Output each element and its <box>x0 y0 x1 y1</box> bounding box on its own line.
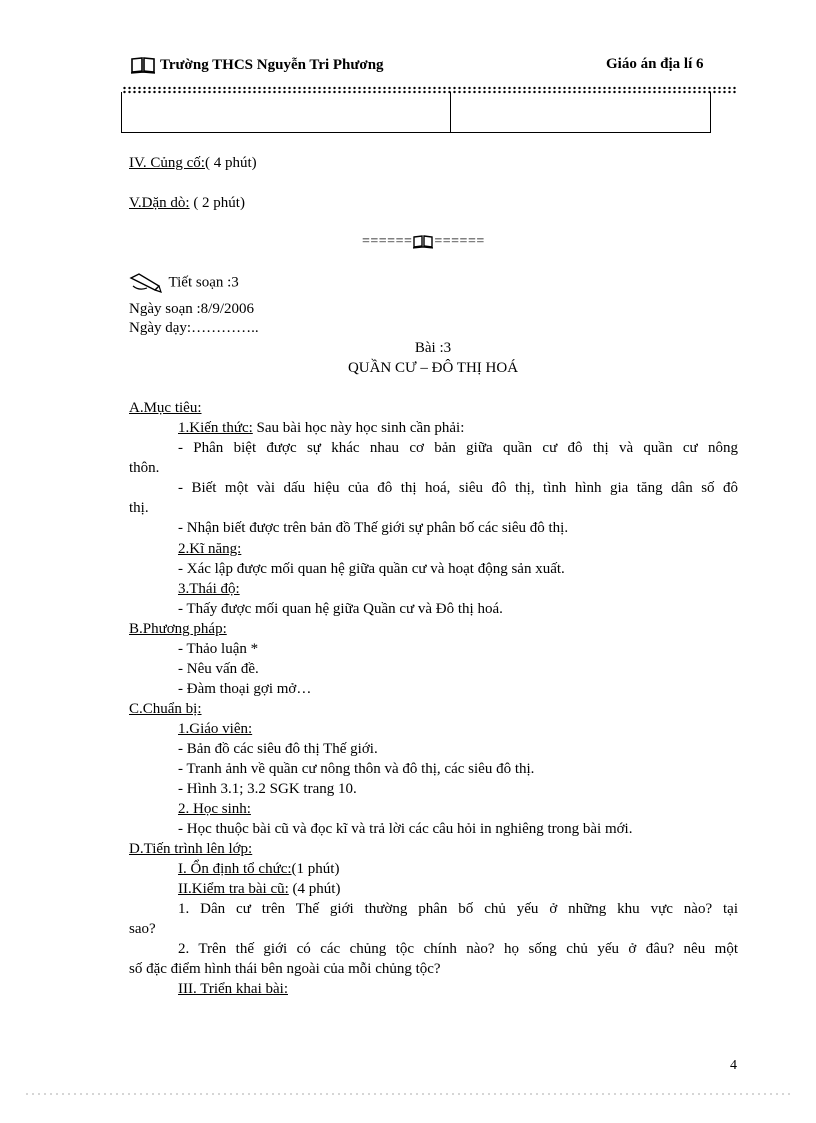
knowledge-item-2: - Biết một vài dấu hiệu của đô thị hoá, siêu đô thị, tình hình gia tăng dân số đô <box>178 480 738 496</box>
subject-title: Giáo án địa lí 6 <box>606 56 704 72</box>
section-a-heading: A.Mục tiêu: <box>129 400 202 416</box>
attitude-label: 3.Thái độ: <box>178 581 240 597</box>
open-book-icon <box>130 56 156 74</box>
separator-right: ====== <box>434 234 485 249</box>
step-ii-label: II.Kiểm tra bài cũ: <box>178 881 289 897</box>
knowledge-label: 1.Kiến thức: <box>178 420 253 436</box>
section-iv-label: IV. Củng cố: <box>129 155 205 171</box>
knowledge-item-3: - Nhận biết được trên bản đồ Thế giới sự phân bố các siêu đô thị. <box>178 520 569 536</box>
section-iv-time: ( 4 phút) <box>204 155 257 171</box>
separator-left: ====== <box>362 234 413 249</box>
step-ii-time: (4 phút) <box>288 881 341 897</box>
knowledge-line <box>178 419 464 438</box>
teach-date: Ngày dạy:………….. <box>129 320 259 336</box>
question-1: 1. Dân cư trên Thế giới thường phân bố chủ yếu ở những khu vực nào? tại <box>178 901 738 917</box>
student-item-1: - Học thuộc bài cũ và đọc kĩ và trả lời các câu hỏi in nghiêng trong bài mới. <box>178 821 633 837</box>
method-item-2: - Nêu vấn đề. <box>178 661 259 677</box>
section-v-time: ( 2 phút) <box>189 195 245 211</box>
section-c-heading: C.Chuẩn bị: <box>129 701 202 717</box>
teacher-label: 1.Giáo viên: <box>178 721 253 737</box>
carry-over-table <box>121 92 711 133</box>
step-ii <box>178 880 340 899</box>
section-iv <box>129 154 257 173</box>
page-number: 4 <box>730 1058 737 1073</box>
question-1-cont: sao? <box>129 921 156 937</box>
step-i-label: I. Ổn định tổ chức: <box>178 861 292 877</box>
period-line <box>129 272 239 294</box>
skills-item-1: - Xác lập được mối quan hệ giữa quần cư và hoạt động sản xuất. <box>178 561 565 577</box>
teacher-item-3: - Hình 3.1; 3.2 SGK trang 10. <box>178 781 357 797</box>
teacher-item-1: - Bản đồ các siêu đô thị Thế giới. <box>178 741 378 757</box>
lesson-number: Bài :3 <box>414 340 452 356</box>
step-iii-label: III. Triển khai bài: <box>178 981 288 997</box>
lesson-title: QUẦN CƯ – ĐÔ THỊ HOÁ <box>347 360 519 376</box>
period-text: Tiết soạn :3 <box>168 274 239 291</box>
section-d-heading: D.Tiến trình lên lớp: <box>129 841 253 857</box>
knowledge-item-1-cont: thôn. <box>129 460 160 476</box>
section-v-label: V.Dặn dò: <box>129 195 190 211</box>
method-item-3: - Đàm thoại gợi mở… <box>178 681 312 697</box>
knowledge-item-2-cont: thị. <box>129 500 149 516</box>
section-v <box>129 194 245 213</box>
method-item-1: - Thảo luận * <box>178 641 259 657</box>
student-label: 2. Học sinh: <box>178 801 251 817</box>
knowledge-item-1: - Phân biệt được sự khác nhau cơ bản giữa quần cư đô thị và quần cư nông <box>178 440 738 456</box>
separator <box>362 234 485 250</box>
attitude-item-1: - Thấy được mối quan hệ giữa Quần cư và Đô thị hoá. <box>178 601 503 617</box>
step-i-time: (1 phút) <box>291 861 340 877</box>
question-2: 2. Trên thế giới có các chủng tộc chính nào? họ sống chủ yếu ở đâu? nêu một <box>178 941 738 957</box>
writing-hand-icon <box>129 272 165 294</box>
header-left <box>130 56 384 74</box>
teacher-item-2: - Tranh ảnh về quần cư nông thôn và đô thị, các siêu đô thị. <box>178 761 535 777</box>
page-header <box>0 56 816 78</box>
knowledge-intro: Sau bài học này học sinh cần phải: <box>252 420 465 436</box>
section-b-heading: B.Phương pháp: <box>129 621 227 637</box>
question-2-cont: số đặc điểm hình thái bên ngoài của mỗi chủng tộc? <box>129 961 441 977</box>
table-cell-left <box>122 92 451 132</box>
skills-label: 2.Kĩ năng: <box>178 541 242 557</box>
open-book-icon <box>412 235 434 249</box>
prep-date: Ngày soạn :8/9/2006 <box>129 301 254 317</box>
step-i <box>178 860 339 879</box>
school-name: Trường THCS Nguyễn Tri Phương <box>160 56 384 73</box>
page-bottom-divider <box>24 1093 794 1095</box>
